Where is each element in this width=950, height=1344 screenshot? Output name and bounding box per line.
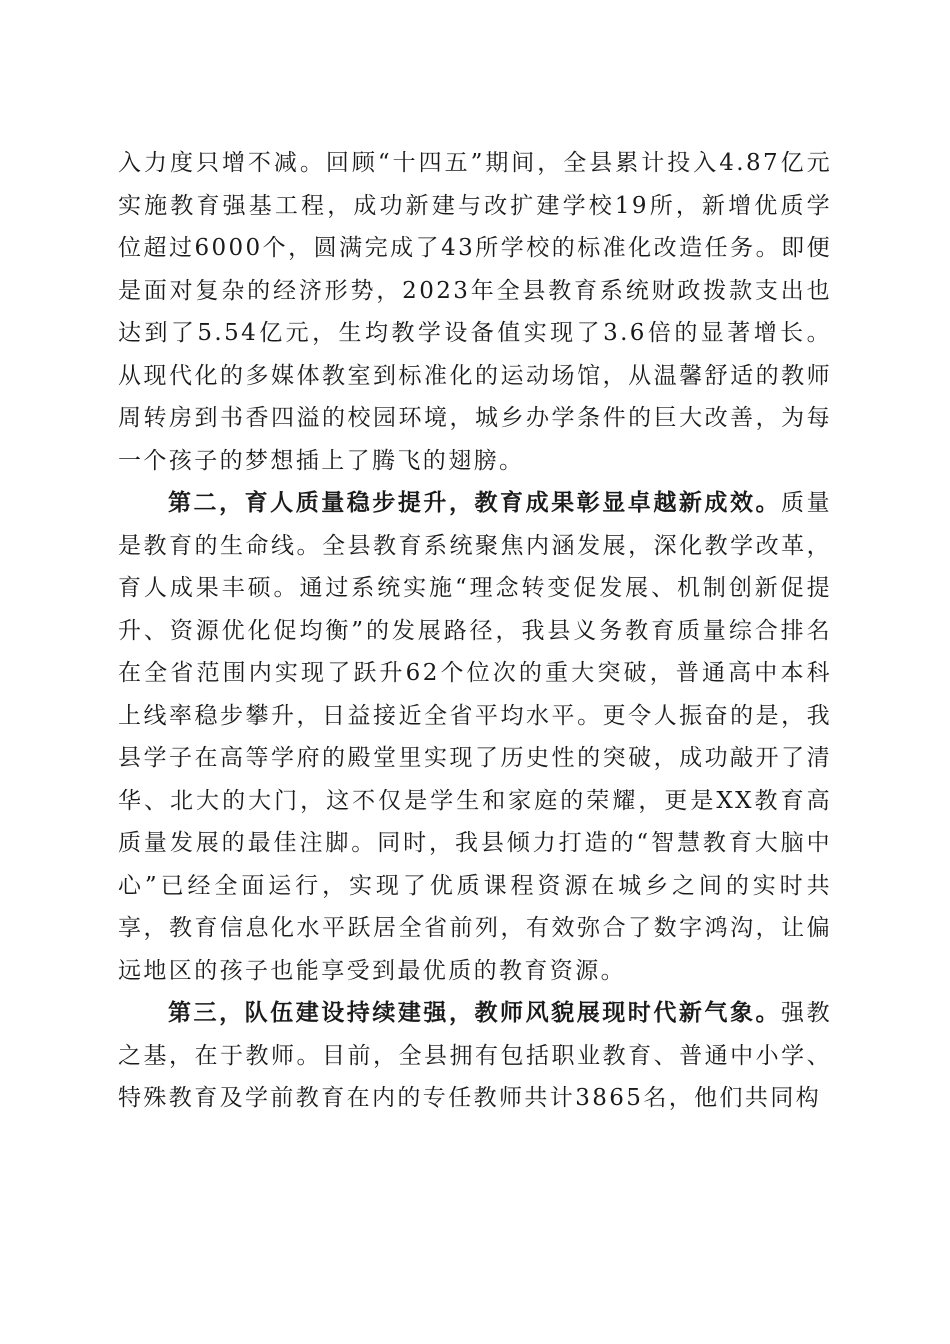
paragraph-3-heading: 第三，队伍建设持续建强，教师风貌展现时代新气象。 [168,999,782,1026]
paragraph-2-heading: 第二，育人质量稳步提升，教育成果彰显卓越新成效。 [168,489,782,516]
paragraph-1 [118,142,832,482]
document-body [118,142,832,1120]
paragraph-3-text: 强教之基，在于教师。目前，全县拥有包括职业教育、普通中小学、特殊教育及学前教育在内的专任教师共计3865名，他们共同构 [118,1000,832,1111]
paragraph-2-text: 质量是教育的生命线。全县教育系统聚焦内涵发展，深化教学改革，育人成果丰硕。通过系统实施“理念转变促发展、机制创新促提升、资源优化促均衡”的发展路径，我县义务教育质量综合排名在全省范围内实现了跃升62个位次的重大突破，普通高中本科上线率稳步攀升，日益接近全省平均水平。更令人振奋的是，我县学子在高等学府的殿堂里实现了历史性的突破，成功敲开了清华、北大的大门，这不仅是学生和家庭的荣耀，更是XX教育高质量发展的最佳注脚。同时，我县倾力打造的“智慧教育大脑中心”已经全面运行，实现了优质课程资源在城乡之间的实时共享，教育信息化水平跃居全省前列，有效弥合了数字鸿沟，让偏远地区的孩子也能享受到最优质的教育资源。 [118,490,832,984]
paragraph-1-text: 入力度只增不减。回顾“十四五”期间，全县累计投入4.87亿元实施教育强基工程，成功新建与改扩建学校19所，新增优质学位超过6000个，圆满完成了43所学校的标准化改造任务。即便是面对复杂的经济形势，2023年全县教育系统财政拨款支出也达到了5.54亿元，生均教学设备值实现了3.6倍的显著增长。从现代化的多媒体教室到标准化的运动场馆，从温馨舒适的教师周转房到书香四溢的校园环境，城乡办学条件的巨大改善，为每一个孩子的梦想插上了腾飞的翅膀。 [118,150,832,474]
paragraph-2 [118,482,832,992]
paragraph-3 [118,992,832,1120]
